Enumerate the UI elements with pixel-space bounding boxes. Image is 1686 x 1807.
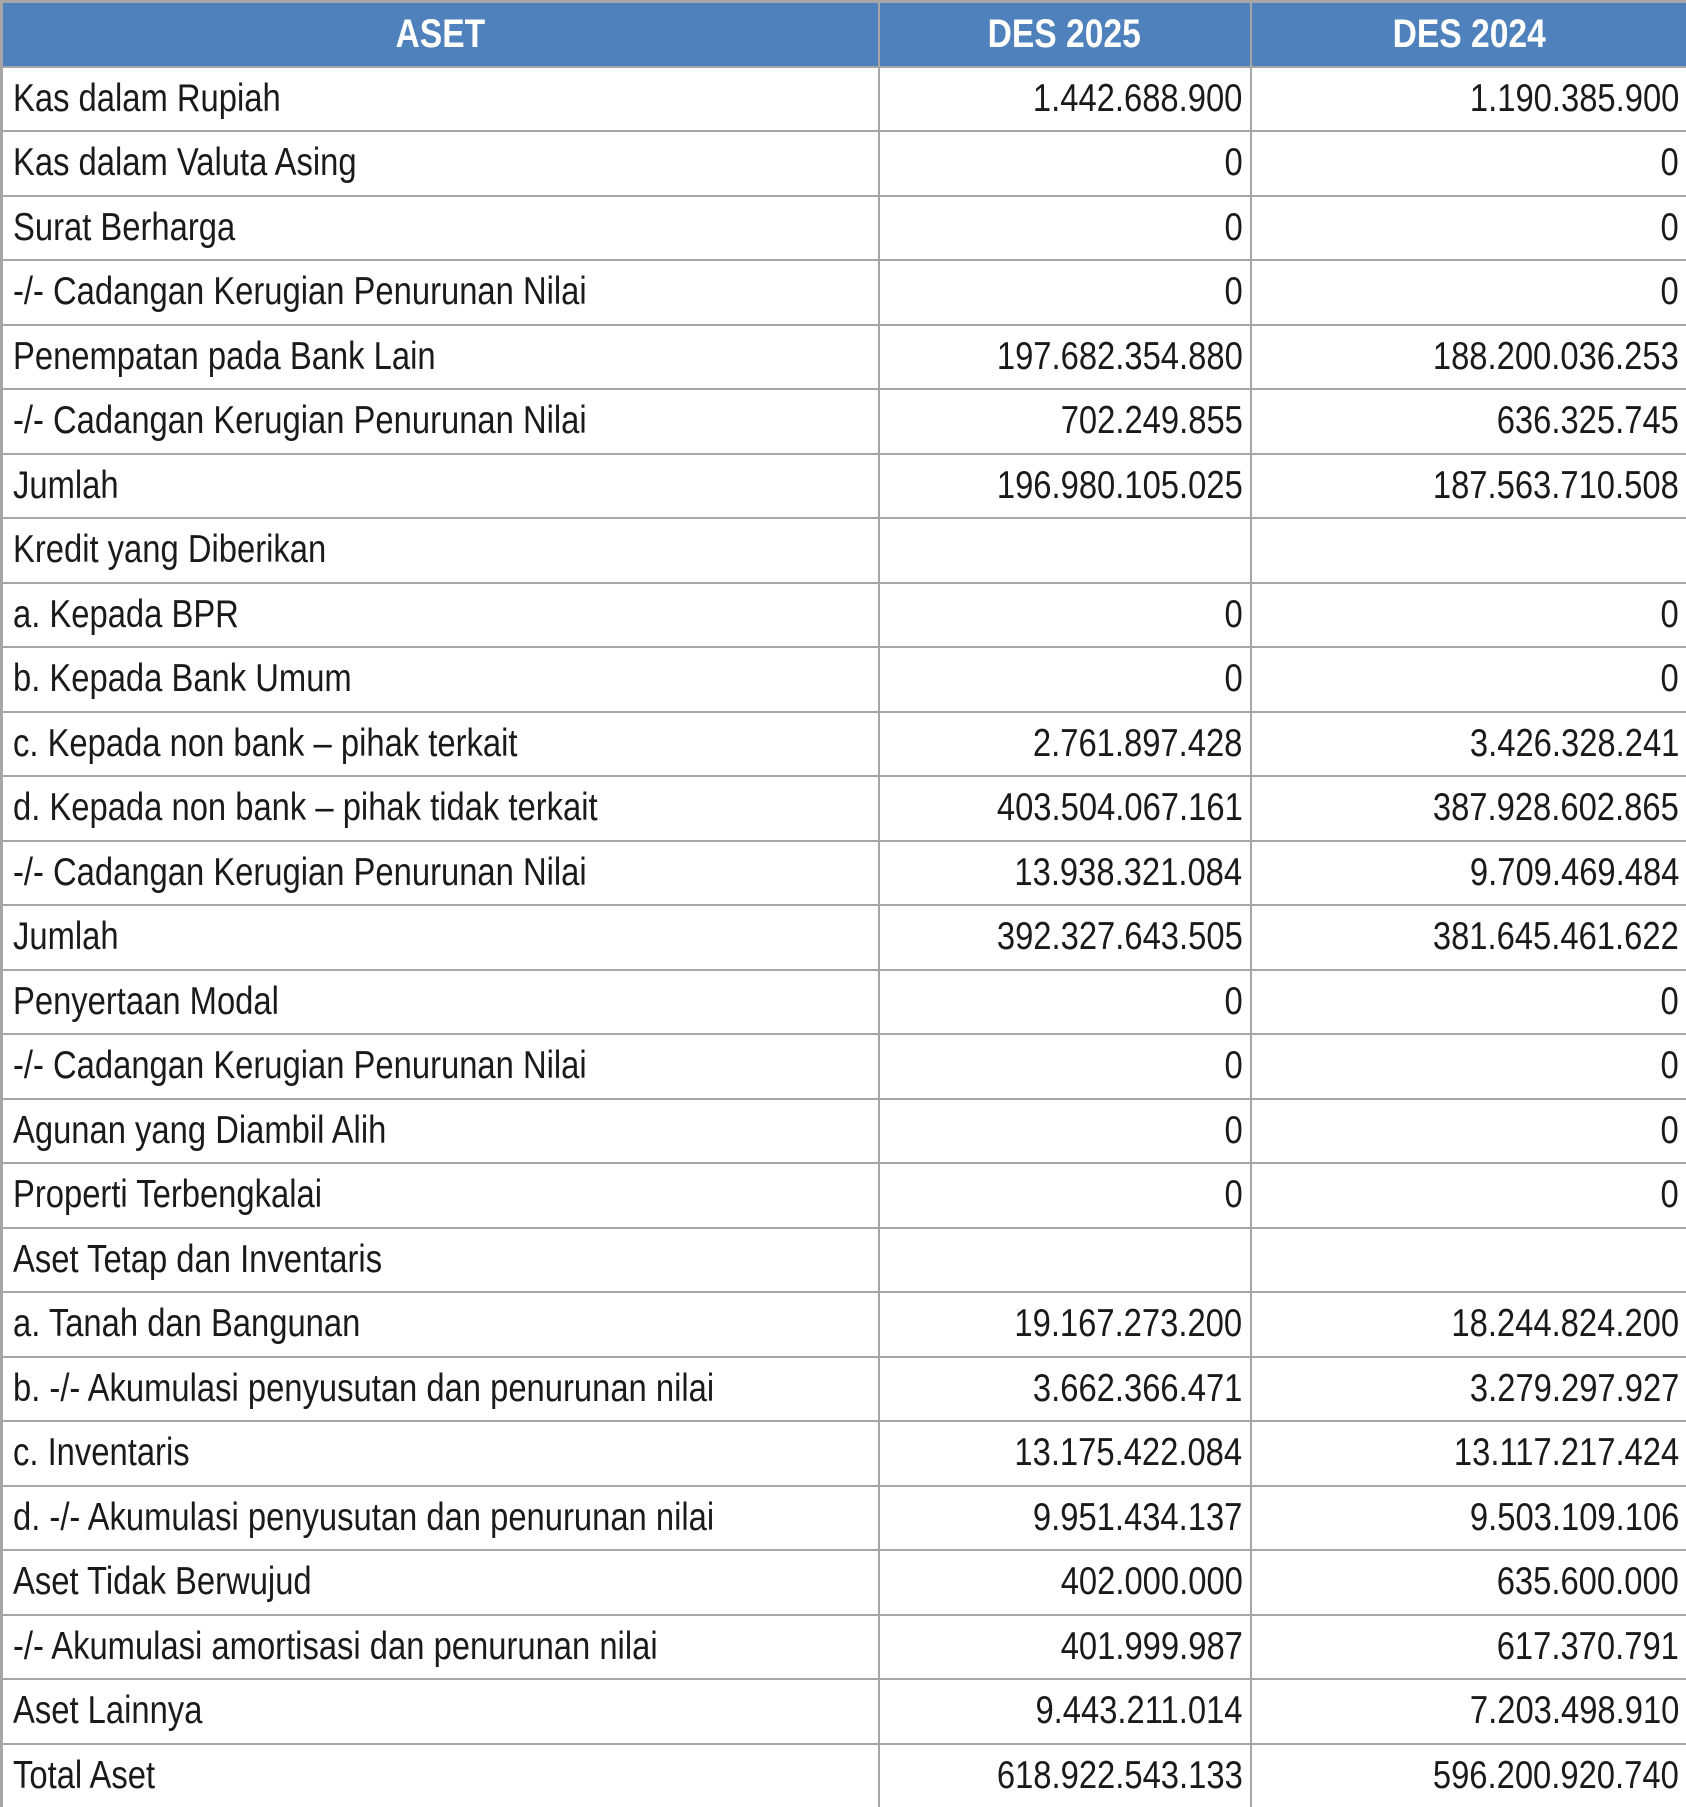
row-label: c. Kepada non bank – pihak terkait xyxy=(13,722,517,766)
value-des2024-cell xyxy=(1251,905,1686,970)
row-label-cell xyxy=(2,712,879,777)
column-header-des-2025-label: DES 2025 xyxy=(988,12,1141,57)
value-des2024-cell xyxy=(1251,776,1686,841)
value-des2024-cell xyxy=(1251,1550,1686,1615)
row-label-cell xyxy=(2,1550,879,1615)
value-des2024-cell xyxy=(1251,389,1686,454)
table-row xyxy=(2,389,1686,454)
row-label: d. -/- Akumulasi penyusutan dan penurunan nilai xyxy=(13,1496,714,1540)
row-label: -/- Cadangan Kerugian Penurunan Nilai xyxy=(13,399,587,443)
value-des2024-cell xyxy=(1251,1099,1686,1164)
row-label: Aset Tetap dan Inventaris xyxy=(13,1238,382,1282)
cell-value: 13.175.422.084 xyxy=(1015,1431,1243,1475)
value-des2024-cell xyxy=(1251,1679,1686,1744)
row-label: Aset Lainnya xyxy=(13,1689,202,1733)
cell-value: 1.190.385.900 xyxy=(1469,77,1679,121)
row-label-cell xyxy=(2,1744,879,1807)
row-label: a. Tanah dan Bangunan xyxy=(13,1302,360,1346)
row-label-cell xyxy=(2,1357,879,1422)
value-des2024-cell xyxy=(1251,260,1686,325)
value-des2025-cell xyxy=(879,1550,1251,1615)
row-label: -/- Cadangan Kerugian Penurunan Nilai xyxy=(13,851,587,895)
table-row xyxy=(2,583,1686,648)
cell-value: 3.426.328.241 xyxy=(1469,722,1679,766)
value-des2025-cell xyxy=(879,1099,1251,1164)
table-row xyxy=(2,776,1686,841)
cell-value: 0 xyxy=(1224,1044,1242,1088)
cell-value: 9.503.109.106 xyxy=(1469,1496,1679,1540)
cell-value: 0 xyxy=(1661,141,1679,185)
row-label: Penempatan pada Bank Lain xyxy=(13,335,436,379)
value-des2024-cell xyxy=(1251,1421,1686,1486)
cell-value: 596.200.920.740 xyxy=(1433,1754,1679,1798)
cell-value: 13.117.217.424 xyxy=(1454,1431,1679,1475)
row-label-cell xyxy=(2,583,879,648)
cell-value: 1.442.688.900 xyxy=(1033,77,1243,121)
value-des2025-cell xyxy=(879,1421,1251,1486)
cell-value: 0 xyxy=(1224,1173,1242,1217)
table-row xyxy=(2,325,1686,390)
value-des2025-cell xyxy=(879,905,1251,970)
table-row xyxy=(2,1099,1686,1164)
table-row xyxy=(2,1744,1686,1807)
cell-value: 0 xyxy=(1661,1173,1679,1217)
value-des2024-cell xyxy=(1251,1034,1686,1099)
cell-value: 617.370.791 xyxy=(1497,1625,1679,1669)
row-label: Total Aset xyxy=(13,1754,155,1798)
table-row xyxy=(2,1163,1686,1228)
row-label: Surat Berharga xyxy=(13,206,235,250)
cell-value: 19.167.273.200 xyxy=(1015,1302,1243,1346)
row-label-cell xyxy=(2,970,879,1035)
row-label-cell xyxy=(2,1615,879,1680)
cell-value: 381.645.461.622 xyxy=(1433,915,1679,959)
row-label-cell xyxy=(2,1292,879,1357)
value-des2025-cell xyxy=(879,1357,1251,1422)
row-label: Kredit yang Diberikan xyxy=(13,528,326,572)
cell-value: 402.000.000 xyxy=(1060,1560,1242,1604)
cell-value: 0 xyxy=(1224,206,1242,250)
cell-value: 197.682.354.880 xyxy=(997,335,1243,379)
value-des2024-cell xyxy=(1251,1615,1686,1680)
cell-value: 403.504.067.161 xyxy=(997,786,1243,830)
value-des2025-cell xyxy=(879,67,1251,132)
row-label-cell xyxy=(2,1099,879,1164)
value-des2024-cell xyxy=(1251,131,1686,196)
cell-value: 0 xyxy=(1224,657,1242,701)
row-label-cell xyxy=(2,260,879,325)
table-row xyxy=(2,196,1686,261)
value-des2024-cell xyxy=(1251,325,1686,390)
value-des2024-cell xyxy=(1251,1228,1686,1293)
row-label: Aset Tidak Berwujud xyxy=(13,1560,312,1604)
value-des2024-cell xyxy=(1251,518,1686,583)
value-des2025-cell xyxy=(879,776,1251,841)
value-des2025-cell xyxy=(879,1292,1251,1357)
cell-value: 18.244.824.200 xyxy=(1451,1302,1679,1346)
value-des2024-cell xyxy=(1251,647,1686,712)
row-label-cell xyxy=(2,196,879,261)
value-des2025-cell xyxy=(879,970,1251,1035)
row-label: a. Kepada BPR xyxy=(13,593,239,637)
cell-value: 0 xyxy=(1661,657,1679,701)
column-header-aset-label: ASET xyxy=(395,12,485,57)
value-des2024-cell xyxy=(1251,583,1686,648)
cell-value: 0 xyxy=(1661,980,1679,1024)
value-des2025-cell xyxy=(879,1163,1251,1228)
table-row xyxy=(2,67,1686,132)
table-row xyxy=(2,841,1686,906)
cell-value: 3.279.297.927 xyxy=(1469,1367,1679,1411)
value-des2025-cell xyxy=(879,260,1251,325)
row-label: Kas dalam Valuta Asing xyxy=(13,141,357,185)
row-label: Kas dalam Rupiah xyxy=(13,77,281,121)
cell-value: 0 xyxy=(1224,980,1242,1024)
cell-value: 0 xyxy=(1661,1044,1679,1088)
value-des2024-cell xyxy=(1251,712,1686,777)
table-row xyxy=(2,1550,1686,1615)
value-des2025-cell xyxy=(879,1034,1251,1099)
row-label: Jumlah xyxy=(13,915,119,959)
column-header-des-2024 xyxy=(1251,2,1686,67)
value-des2024-cell xyxy=(1251,454,1686,519)
row-label: Properti Terbengkalai xyxy=(13,1173,322,1217)
table-row xyxy=(2,647,1686,712)
row-label: c. Inventaris xyxy=(13,1431,190,1475)
value-des2024-cell xyxy=(1251,1486,1686,1551)
cell-value: 702.249.855 xyxy=(1060,399,1242,443)
row-label: -/- Akumulasi amortisasi dan penurunan nilai xyxy=(13,1625,658,1669)
cell-value: 618.922.543.133 xyxy=(997,1754,1243,1798)
row-label: -/- Cadangan Kerugian Penurunan Nilai xyxy=(13,1044,587,1088)
cell-value: 0 xyxy=(1224,141,1242,185)
value-des2025-cell xyxy=(879,583,1251,648)
row-label-cell xyxy=(2,1228,879,1293)
value-des2025-cell xyxy=(879,712,1251,777)
cell-value: 9.443.211.014 xyxy=(1035,1689,1242,1733)
row-label-cell xyxy=(2,131,879,196)
table-row xyxy=(2,1228,1686,1293)
cell-value: 0 xyxy=(1661,593,1679,637)
table-row xyxy=(2,260,1686,325)
cell-value: 0 xyxy=(1224,270,1242,314)
row-label-cell xyxy=(2,1486,879,1551)
column-header-des-2024-label: DES 2024 xyxy=(1392,12,1545,57)
cell-value: 2.761.897.428 xyxy=(1033,722,1243,766)
value-des2025-cell xyxy=(879,1679,1251,1744)
cell-value: 3.662.366.471 xyxy=(1033,1367,1243,1411)
value-des2025-cell xyxy=(879,1228,1251,1293)
row-label-cell xyxy=(2,518,879,583)
value-des2025-cell xyxy=(879,325,1251,390)
row-label: b. Kepada Bank Umum xyxy=(13,657,352,701)
row-label-cell xyxy=(2,776,879,841)
value-des2025-cell xyxy=(879,518,1251,583)
value-des2024-cell xyxy=(1251,970,1686,1035)
cell-value: 9.709.469.484 xyxy=(1469,851,1679,895)
value-des2025-cell xyxy=(879,131,1251,196)
cell-value: 401.999.987 xyxy=(1060,1625,1242,1669)
value-des2024-cell xyxy=(1251,1744,1686,1807)
value-des2024-cell xyxy=(1251,841,1686,906)
table-row xyxy=(2,454,1686,519)
cell-value: 635.600.000 xyxy=(1497,1560,1679,1604)
table-body xyxy=(2,67,1686,1807)
row-label: -/- Cadangan Kerugian Penurunan Nilai xyxy=(13,270,587,314)
table-row xyxy=(2,905,1686,970)
table-row xyxy=(2,1615,1686,1680)
value-des2024-cell xyxy=(1251,196,1686,261)
table-row xyxy=(2,1292,1686,1357)
cell-value: 0 xyxy=(1661,206,1679,250)
row-label: Penyertaan Modal xyxy=(13,980,279,1024)
row-label-cell xyxy=(2,1163,879,1228)
row-label-cell xyxy=(2,389,879,454)
row-label-cell xyxy=(2,454,879,519)
value-des2024-cell xyxy=(1251,67,1686,132)
value-des2025-cell xyxy=(879,389,1251,454)
table-row xyxy=(2,970,1686,1035)
cell-value: 9.951.434.137 xyxy=(1033,1496,1243,1540)
value-des2025-cell xyxy=(879,1615,1251,1680)
value-des2025-cell xyxy=(879,196,1251,261)
cell-value: 0 xyxy=(1224,1109,1242,1153)
row-label-cell xyxy=(2,67,879,132)
table-row xyxy=(2,712,1686,777)
cell-value: 0 xyxy=(1661,270,1679,314)
cell-value: 387.928.602.865 xyxy=(1433,786,1679,830)
table-row xyxy=(2,1034,1686,1099)
row-label: Agunan yang Diambil Alih xyxy=(13,1109,386,1153)
table-row xyxy=(2,1421,1686,1486)
table-row xyxy=(2,1486,1686,1551)
cell-value: 0 xyxy=(1224,593,1242,637)
cell-value: 392.327.643.505 xyxy=(997,915,1243,959)
row-label-cell xyxy=(2,325,879,390)
row-label-cell xyxy=(2,905,879,970)
value-des2025-cell xyxy=(879,1744,1251,1807)
row-label-cell xyxy=(2,1034,879,1099)
cell-value: 187.563.710.508 xyxy=(1433,464,1679,508)
header-row xyxy=(2,2,1686,67)
row-label-cell xyxy=(2,1421,879,1486)
value-des2025-cell xyxy=(879,841,1251,906)
row-label-cell xyxy=(2,647,879,712)
value-des2024-cell xyxy=(1251,1357,1686,1422)
row-label-cell xyxy=(2,1679,879,1744)
value-des2025-cell xyxy=(879,454,1251,519)
value-des2025-cell xyxy=(879,1486,1251,1551)
table-row xyxy=(2,518,1686,583)
cell-value: 7.203.498.910 xyxy=(1469,1689,1679,1733)
cell-value: 188.200.036.253 xyxy=(1433,335,1679,379)
column-header-des-2025 xyxy=(879,2,1251,67)
table-row xyxy=(2,1679,1686,1744)
row-label: b. -/- Akumulasi penyusutan dan penurunan nilai xyxy=(13,1367,714,1411)
row-label-cell xyxy=(2,841,879,906)
value-des2024-cell xyxy=(1251,1163,1686,1228)
table-row xyxy=(2,1357,1686,1422)
cell-value: 636.325.745 xyxy=(1497,399,1679,443)
cell-value: 0 xyxy=(1661,1109,1679,1153)
value-des2025-cell xyxy=(879,647,1251,712)
cell-value: 196.980.105.025 xyxy=(997,464,1243,508)
row-label: Jumlah xyxy=(13,464,119,508)
column-header-aset xyxy=(2,2,879,67)
row-label: d. Kepada non bank – pihak tidak terkait xyxy=(13,786,598,830)
value-des2024-cell xyxy=(1251,1292,1686,1357)
table-row xyxy=(2,131,1686,196)
cell-value: 13.938.321.084 xyxy=(1015,851,1243,895)
